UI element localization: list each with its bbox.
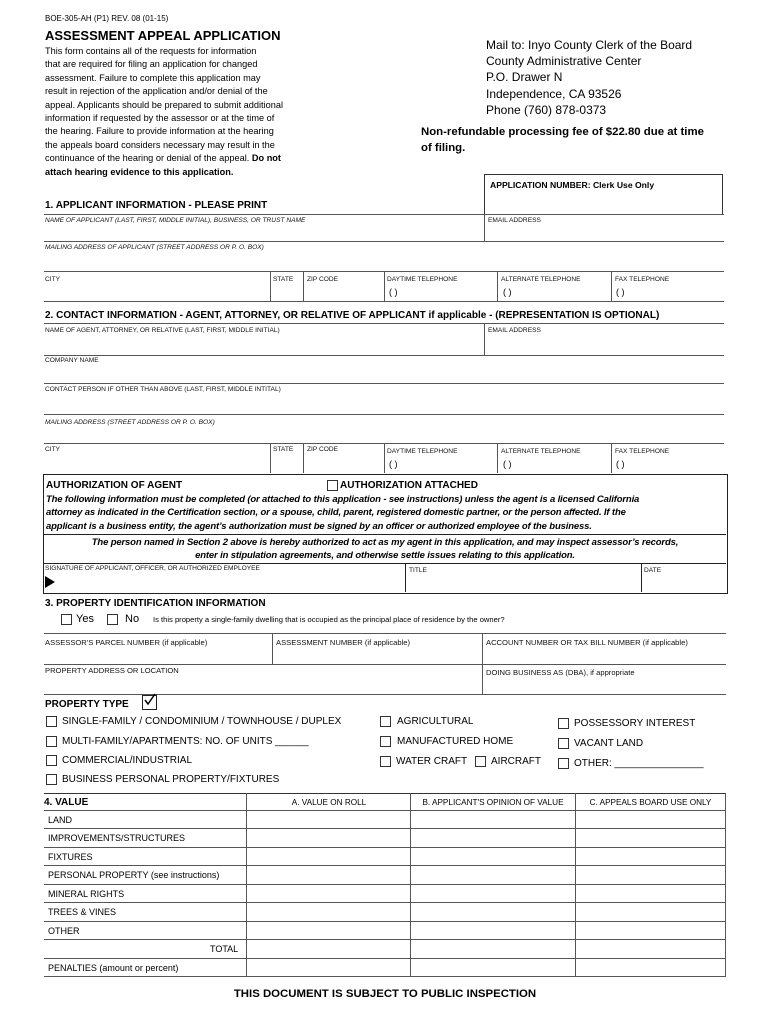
type-aircraft-label: AIRCRAFT (491, 756, 541, 767)
applicant-email-field[interactable] (488, 225, 722, 240)
intro-text (45, 45, 325, 179)
intro-line: appeal. Applicants should be prepared to submit additional (45, 99, 284, 110)
account-number-label: ACCOUNT NUMBER OR TAX BILL NUMBER (if applicable) (486, 638, 688, 647)
owner-occupied-no-checkbox[interactable] (107, 614, 118, 625)
property-type-title: PROPERTY TYPE (45, 699, 129, 710)
type-water-craft-checkbox[interactable] (380, 756, 391, 767)
applicant-email-label: EMAIL ADDRESS (488, 217, 541, 224)
intro-line: information if requested by the assessor or at the time of (45, 113, 275, 124)
form-code: BOE-305-AH (P1) REV. 08 (01-15) (45, 14, 169, 23)
sign-here-arrow-icon (45, 576, 55, 588)
applicant-name-field[interactable] (45, 225, 483, 240)
value-row-label: PERSONAL PROPERTY (see instructions) (48, 870, 220, 880)
applicant-zip-field[interactable] (307, 285, 382, 299)
col-b-header: B. APPLICANT'S OPINION OF VALUE (422, 798, 564, 807)
applicant-state-field[interactable] (273, 285, 301, 299)
applicant-fax-field[interactable]: ( ) (616, 287, 625, 297)
type-aircraft-checkbox[interactable] (475, 756, 486, 767)
type-manufactured-home-label: MANUFACTURED HOME (397, 736, 514, 747)
agent-zip-field[interactable] (307, 455, 382, 469)
type-single-family-label: SINGLE-FAMILY / CONDOMINIUM / TOWNHOUSE / DUPLEX (62, 716, 342, 727)
appeals-board-column (576, 811, 724, 976)
parcel-number-label: ASSESSOR'S PARCEL NUMBER (if applicable) (45, 638, 208, 647)
section4-title: 4. VALUE (44, 797, 89, 808)
section2-title: 2. CONTACT INFORMATION - AGENT, ATTORNEY, OR RELATIVE OF APPLICANT if applicable - (REPRESENTATION IS OPTIONAL) (45, 310, 660, 321)
fee-line: Non-refundable processing fee of $22.80 due at time (421, 126, 704, 138)
authorization-line: The person named in Section 2 above is hereby authorized to act as my agent in this application, and may inspect assessor’s records, (91, 537, 679, 548)
agent-name-label: NAME OF AGENT, ATTORNEY, OR RELATIVE (LAST, FIRST, MIDDLE INITIAL) (45, 327, 280, 334)
section1-title: 1. APPLICANT INFORMATION - PLEASE PRINT (45, 200, 268, 211)
intro-line: that are required for filing an application for changed (45, 59, 258, 70)
value-row-label: FIXTURES (48, 852, 93, 862)
intro-bold-line: attach hearing evidence to this application. (45, 166, 234, 177)
dba-label: DOING BUSINESS AS (DBA), if appropriate (486, 668, 635, 677)
applicant-day-phone-field[interactable]: ( ) (389, 287, 398, 297)
authorization-line: applicant is a business entity, the agent’s authorization must be signed by an officer or authorized employee of the business. (46, 520, 592, 532)
applicant-fax-label: FAX TELEPHONE (615, 276, 670, 283)
type-vacant-land-checkbox[interactable] (558, 738, 569, 749)
type-business-personal-label: BUSINESS PERSONAL PROPERTY/FIXTURES (62, 774, 280, 785)
applicant-city-label: CITY (45, 276, 61, 283)
value-on-roll-column[interactable] (247, 811, 410, 976)
owner-occupied-no-label: No (125, 613, 140, 625)
fee-line: of filing. (421, 141, 466, 154)
col-a-header: A. VALUE ON ROLL (291, 798, 367, 807)
agent-alt-phone-field[interactable]: ( ) (503, 459, 512, 469)
assessment-number-field[interactable] (276, 648, 480, 662)
agent-state-field[interactable] (273, 455, 301, 469)
agent-zip-label: ZIP CODE (307, 446, 339, 453)
applicant-name-label: NAME OF APPLICANT (LAST, FIRST, MIDDLE INITIAL), BUSINESS, OR TRUST NAME (45, 217, 306, 224)
section3-title: 3. PROPERTY IDENTIFICATION INFORMATION (45, 598, 266, 609)
type-commercial-checkbox[interactable] (46, 755, 57, 766)
type-water-craft-label: WATER CRAFT (396, 756, 468, 767)
col-c-header: C. APPEALS BOARD USE ONLY (589, 798, 712, 807)
property-type-checked-icon (142, 695, 157, 710)
authorization-line: The following information must be completed (or attached to this application - see instructions) unless the agent is a licensed California (46, 494, 640, 505)
type-multi-family-checkbox[interactable] (46, 736, 57, 747)
agent-mailing-field[interactable] (45, 427, 723, 441)
applicant-zip-label: ZIP CODE (307, 276, 339, 283)
intro-line: the appeals board considers necessary may result in the (45, 139, 275, 150)
type-vacant-land-label: VACANT LAND (574, 738, 644, 749)
agent-mailing-label: MAILING ADDRESS (STREET ADDRESS OR P. O. BOX) (45, 419, 215, 426)
applicant-alt-phone-field[interactable]: ( ) (503, 287, 512, 297)
mail-line: Independence, CA 93526 (486, 86, 622, 101)
mail-line: County Administrative Center (486, 54, 642, 69)
account-number-field[interactable] (486, 648, 724, 662)
application-number-box[interactable] (484, 174, 723, 215)
company-name-label: COMPANY NAME (45, 357, 99, 364)
intro-line: the hearing. Failure to provide information at the hearing (45, 126, 274, 137)
mail-line: Phone (760) 878-0373 (486, 102, 607, 117)
agent-day-phone-field[interactable]: ( ) (389, 459, 398, 469)
applicant-mailing-label: MAILING ADDRESS OF APPLICANT (STREET ADDRESS OR P. O. BOX) (45, 244, 264, 251)
value-row-label: TREES & VINES (48, 907, 117, 917)
applicant-opinion-column[interactable] (411, 811, 574, 976)
type-other-checkbox[interactable] (558, 758, 569, 769)
applicant-mailing-field[interactable] (45, 252, 723, 270)
applicant-city-field[interactable] (45, 285, 269, 299)
value-row-label: OTHER (48, 926, 80, 936)
owner-occupied-question: Is this property a single-family dwelling that is occupied as the principal place of residence by the owner? (153, 615, 505, 624)
signature-label: SIGNATURE OF APPLICANT, OFFICER, OR AUTHORIZED EMPLOYEE (45, 565, 260, 572)
company-name-field[interactable] (45, 365, 723, 381)
agent-email-label: EMAIL ADDRESS (488, 327, 541, 334)
authorization-attached-checkbox[interactable] (327, 480, 338, 491)
authorization-line: attorney as indicated in the Certification section, or a spouse, child, parent, registered domestic partner, or the person affected. If the (46, 507, 626, 519)
signature-date-field[interactable] (644, 576, 724, 590)
authorization-para1 (46, 493, 724, 533)
type-other-label[interactable]: OTHER: ________________ (574, 758, 704, 769)
intro-bold-tail: Do not (251, 153, 281, 164)
agent-city-label: CITY (45, 446, 61, 453)
agent-city-field[interactable] (45, 455, 269, 469)
owner-occupied-yes-checkbox[interactable] (61, 614, 72, 625)
value-penalties-label: PENALTIES (amount or percent) (48, 963, 179, 973)
value-row-label: LAND (48, 815, 73, 825)
intro-line: continuance of the hearing or denial of the appeal. (45, 153, 250, 164)
signer-title-label: TITLE (409, 567, 427, 574)
agent-state-label: STATE (273, 446, 294, 453)
intro-line: assessment. Failure to complete this application may (45, 72, 261, 83)
type-commercial-label: COMMERCIAL/INDUSTRIAL (62, 755, 193, 766)
mail-line: Mail to: Inyo County Clerk of the Board (486, 38, 693, 52)
agent-day-phone-label: DAYTIME TELEPHONE (387, 448, 458, 455)
authorization-attached-label: AUTHORIZATION ATTACHED (340, 480, 478, 491)
type-possessory-label: POSSESSORY INTEREST (574, 718, 696, 729)
value-row-label: MINERAL RIGHTS (48, 889, 125, 899)
type-single-family-checkbox[interactable] (46, 716, 57, 727)
contact-person-field[interactable] (45, 394, 723, 412)
signer-title-field[interactable] (409, 576, 639, 590)
type-manufactured-home-checkbox[interactable] (380, 736, 391, 747)
authorization-line: enter in stipulation agreements, and otherwise settle issues relating to this application. (195, 550, 575, 562)
value-row-label: IMPROVEMENTS/STRUCTURES (48, 833, 186, 843)
authorization-para2 (46, 536, 724, 563)
signature-field[interactable] (60, 573, 403, 590)
agent-fax-field[interactable]: ( ) (616, 459, 625, 469)
fee-notice (421, 125, 704, 156)
intro-line: result in rejection of the application and/or denial of the (45, 86, 268, 97)
property-address-label: PROPERTY ADDRESS OR LOCATION (45, 666, 179, 675)
type-multi-family-label: MULTI-FAMILY/APARTMENTS: NO. OF UNITS ______ (62, 736, 309, 747)
property-address-field[interactable] (45, 676, 480, 692)
value-total-label: TOTAL (210, 944, 239, 954)
form-title: ASSESSMENT APPEAL APPLICATION (45, 28, 281, 43)
agent-email-field[interactable] (488, 335, 722, 353)
agent-name-field[interactable] (45, 335, 483, 353)
agent-alt-phone-label: ALTERNATE TELEPHONE (501, 448, 581, 455)
applicant-alt-phone-label: ALTERNATE TELEPHONE (501, 276, 581, 283)
applicant-day-phone-label: DAYTIME TELEPHONE (387, 276, 458, 283)
assessment-number-label: ASSESSMENT NUMBER (if applicable) (276, 638, 411, 647)
signature-date-label: DATE (644, 567, 662, 574)
applicant-state-label: STATE (273, 276, 294, 283)
authorization-title: AUTHORIZATION OF AGENT (46, 480, 183, 491)
type-agricultural-label: AGRICULTURAL (397, 716, 474, 727)
public-inspection-notice: THIS DOCUMENT IS SUBJECT TO PUBLIC INSPECTION (233, 988, 537, 1000)
type-possessory-checkbox[interactable] (558, 718, 569, 729)
dba-field[interactable] (486, 678, 724, 692)
application-number-label: APPLICATION NUMBER: Clerk Use Only (490, 180, 655, 190)
intro-line: This form contains all of the requests for information (45, 46, 257, 56)
type-business-personal-checkbox[interactable] (46, 774, 57, 785)
mail-to-block (486, 37, 692, 118)
agent-fax-label: FAX TELEPHONE (615, 448, 670, 455)
mail-line: P.O. Drawer N (486, 70, 563, 85)
contact-person-label: CONTACT PERSON IF OTHER THAN ABOVE (LAST, FIRST, MIDDLE INTITAL) (45, 386, 281, 393)
owner-occupied-yes-label: Yes (76, 613, 94, 625)
parcel-number-field[interactable] (45, 648, 270, 662)
type-agricultural-checkbox[interactable] (380, 716, 391, 727)
